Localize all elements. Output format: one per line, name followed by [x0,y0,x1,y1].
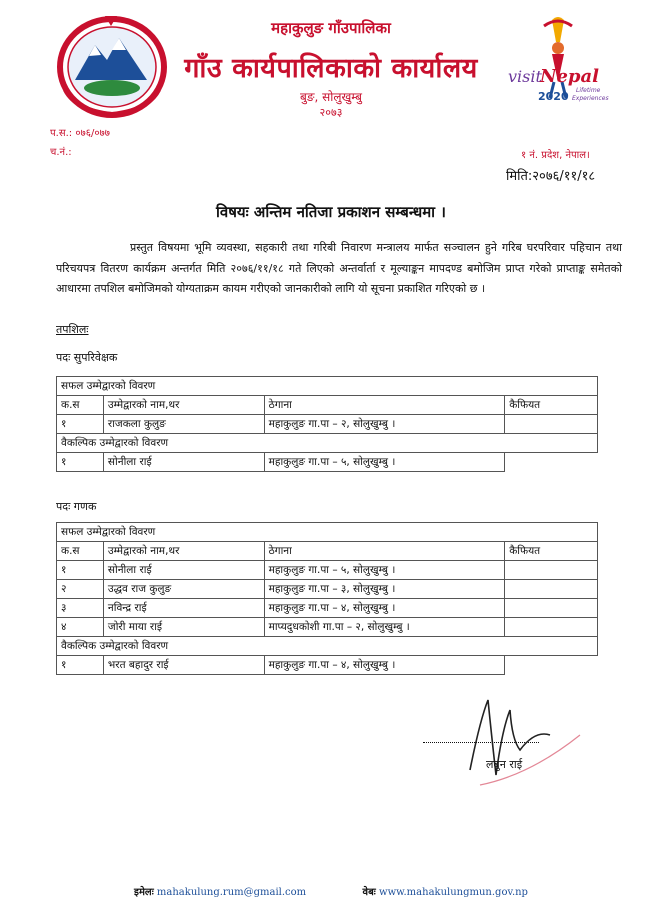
province-label: १ नं. प्रदेश, नेपाल। [521,150,590,161]
col-remarks: कैफियत [505,542,598,561]
signatory-name: लबुन राई [486,758,523,771]
cell-name: सोनीला राई [103,453,264,472]
cell-sn: १ [57,415,104,434]
office-title: गाँउ कार्यपालिकाको कार्यालय [184,53,478,84]
table-section-row [57,434,598,453]
success-title: सफल उम्मेद्वारको विवरण [57,377,598,396]
footer [0,884,662,898]
visit-nepal-logo-icon [500,12,620,122]
letter-date: मिति:२०७६/११/१८ [506,169,596,184]
cell-address: माप्यदुधकोशी गा.पा – २, सोलुखुम्बु । [264,618,505,637]
col-address: ठेगाना [264,396,505,415]
cell-name: भरत बहादुर राई [103,656,264,675]
post-title-enumerator: पदः गणक [56,500,97,513]
logo-tag1-text: Lifetime [576,87,601,94]
logo-year-text: 2020 [538,90,569,103]
cell-sn: २ [57,580,104,599]
cell-name: सोनीला राई [103,561,264,580]
post-title-supervisor: पदः सुपरिवेक्षक [56,351,118,364]
reference-number: प.स.: ०७६/०७७ [50,128,110,139]
table-row [57,656,598,675]
results-table-supervisor [56,376,598,472]
table-row [57,618,598,637]
cell-sn: ४ [57,618,104,637]
table-section-row [57,523,598,542]
cell-address: महाकुलुङ गा.पा – ४, सोलुखुम्बु । [264,656,505,675]
col-sn: क.स [57,396,104,415]
cell-remarks [505,415,598,434]
established-year: २०७३ [319,106,343,119]
cell-address: महाकुलुङ गा.पा – २, सोलुखुम्बु । [264,415,505,434]
cell-sn: १ [57,561,104,580]
table-row [57,580,598,599]
col-name: उम्मेद्वारको नाम,थर [103,542,264,561]
office-address: बुङ, सोलुखुम्बु [299,90,363,104]
website-link[interactable]: www.mahakulungmun.gov.np [379,887,528,898]
subject-line: विषयः अन्तिम नतिजा प्रकाशन सम्बन्धमा । [216,203,446,221]
cell-remarks [505,561,598,580]
cell-sn: ३ [57,599,104,618]
cell-address: महाकुलुङ गा.पा – ५, सोलुखुम्बु । [264,561,505,580]
table-section-row [57,637,598,656]
cell-remarks [505,599,598,618]
details-label: तपशिलः [56,323,89,336]
cell-address: महाकुलुङ गा.पा – ५, सोलुखुम्बु । [264,453,505,472]
cell-remarks [505,618,598,637]
cell-name: उद्धव राज कुलुङ [103,580,264,599]
cell-remarks [505,580,598,599]
cell-remarks [505,656,598,675]
alt-title: वैकल्पिक उम्मेद्वारको विवरण [57,434,598,453]
col-address: ठेगाना [264,542,505,561]
alt-title: वैकल्पिक उम्मेद्वारको विवरण [57,637,598,656]
col-name: उम्मेद्वारको नाम,थर [103,396,264,415]
cell-address: महाकुलुङ गा.पा – ४, सोलुखुम्बु । [264,599,505,618]
cell-sn: १ [57,656,104,675]
notice-body: प्रस्तुत विषयमा भूमि व्यवस्था, सहकारी तथा गरिबी निवारण मन्त्रालय मार्फत सञ्चालन हुने गरिब घरपरिवार पहिचान तथा परिचयपत्र वितरण कार्यक्रम अन्तर्गत मिति २०७६/११/१८ गते लिएको अन्तर्वार्ता र मूल्याङ्कन मापदण्ड बमोजिम प्राप्त गरेको प्राप्ताङ्क समेतको आधारमा तपशिल बमोजिमको योग्यताक्रम कायम गरीएको जानकारीको लागि यो सूचना प्रकाशित गरिएको छ । [56,241,622,295]
table-row [57,453,598,472]
logo-nepal-text: Nepal [540,66,599,87]
success-title: सफल उम्मेद्वारको विवरण [57,523,598,542]
logo-visit-text: visit [508,67,542,86]
municipality-name: महाकुलुङ गाँउपालिका [271,19,391,37]
col-remarks: कैफियत [505,396,598,415]
web-label: वेबः [362,887,376,898]
email-label: इमेलः [134,887,154,898]
signature-icon [440,680,590,795]
col-sn: क.स [57,542,104,561]
logo-tag2-text: Experiences [572,95,609,102]
cell-name: जोरी माया राई [103,618,264,637]
table-header-row [57,542,598,561]
cell-remarks [505,453,598,472]
table-row [57,415,598,434]
cell-address: महाकुलुङ गा.पा – ३, सोलुखुम्बु । [264,580,505,599]
table-row [57,599,598,618]
email-link[interactable]: mahakulung.rum@gmail.com [156,887,307,898]
cell-name: नविन्द्र राई [103,599,264,618]
table-header-row [57,396,598,415]
cell-sn: १ [57,453,104,472]
cell-name: राजकला कुलुङ [103,415,264,434]
dispatch-number: च.नं.: [50,147,72,158]
table-row [57,561,598,580]
signature-line [423,742,539,743]
table-section-row [57,377,598,396]
results-table-enumerator [56,522,598,675]
